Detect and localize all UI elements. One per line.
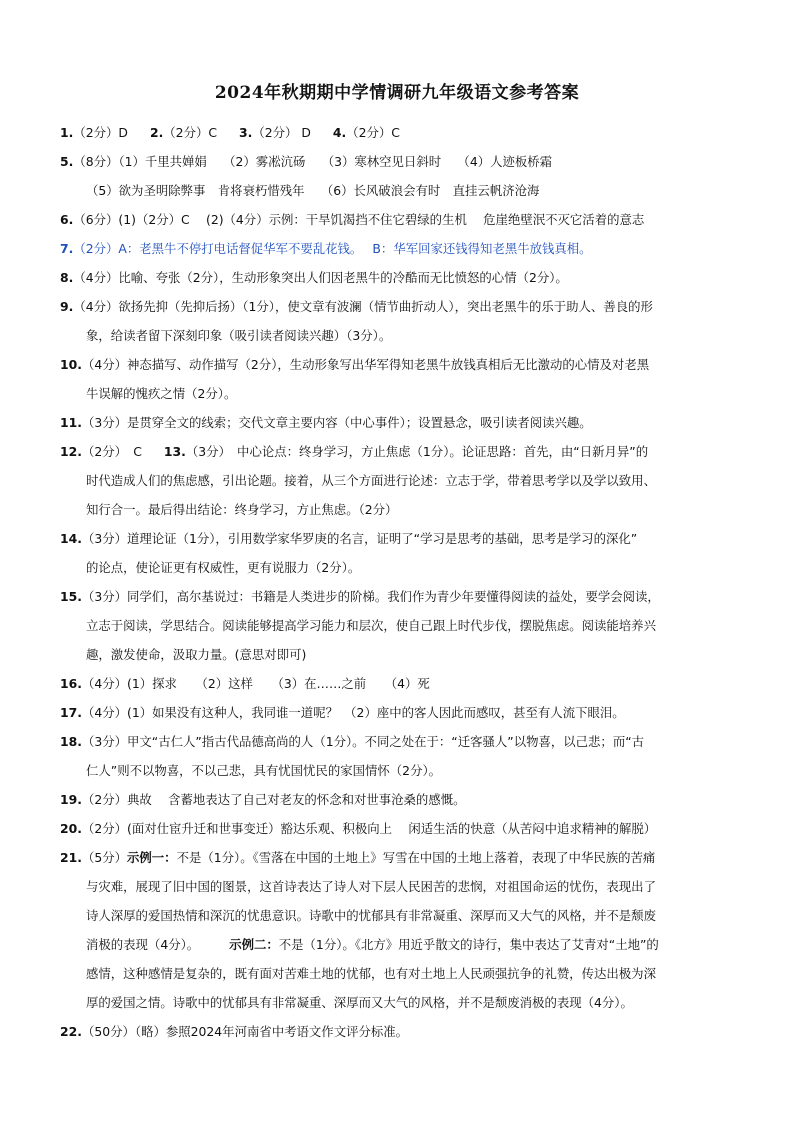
answer-text: 不是（1分）。《北方》用近乎散文的诗行，集中表达了艾青对“土地”的 — [278, 937, 659, 952]
example-label: 示例一： — [127, 850, 177, 865]
answer-line — [60, 524, 740, 553]
question-number: 2. — [149, 125, 164, 140]
question-number: 4. — [332, 125, 347, 140]
answer-text: 消极的表现（4分）。 — [86, 937, 200, 952]
answer-text: 立志于阅读，学思结合。阅读能够提高学习能力和层次，使自己跟上时代步伐，摆脱焦虑。阅读能培养兴 — [86, 618, 656, 633]
answer-line — [60, 582, 740, 611]
answer-continuation-line — [60, 495, 740, 524]
question-number: 3. — [239, 125, 253, 140]
answer-line — [60, 263, 740, 292]
answer-line — [60, 408, 740, 437]
answer-continuation-line — [60, 988, 740, 1017]
answer-text: （2分）D — [73, 125, 128, 140]
example-label: 示例二： — [229, 937, 279, 952]
answer-continuation-line — [60, 176, 740, 205]
answer-text: （3分）是贯穿全文的线索；交代文章主要内容（中心事件）；设置悬念，吸引读者阅读兴趣。 — [81, 415, 592, 430]
answer-line — [60, 698, 740, 727]
answer-text: 厚的爱国之情。诗歌中的忧郁具有非常凝重、深厚而又大气的风格，并不是颓废消极的表现（4分）。 — [86, 995, 633, 1010]
answer-continuation-line — [60, 321, 740, 350]
question-number: 8. — [60, 270, 74, 285]
answer-line — [60, 118, 740, 147]
answer-line — [60, 350, 740, 379]
answer-text: （4分）(1）如果没有这种人，我同谁一道呢？ （2）座中的客人因此而感叹，甚至有人流下眼泪。 — [81, 705, 625, 720]
answer-line — [60, 147, 740, 176]
answer-line — [60, 292, 740, 321]
answer-text: （5分） — [81, 850, 128, 865]
question-number: 5. — [60, 154, 74, 169]
question-number: 12. — [60, 444, 82, 459]
answer-text: （3分）道理论证（1分），引用数学家华罗庚的名言，证明了“学习是思考的基础，思考是学习的深化” — [81, 531, 638, 546]
answer-line — [60, 1017, 740, 1046]
answer-text: （4分）神态描写、动作描写（2分），生动形象写出华军得知老黑牛放钱真相后无比激动的心情及对老黑 — [81, 357, 650, 372]
answer-continuation-line — [60, 930, 740, 959]
answer-continuation-line — [60, 611, 740, 640]
answer-text: （5）欲为圣明除弊事 肯将衰朽惜残年 （6）长风破浪会有时 直挂云帆济沧海 — [86, 183, 540, 198]
answer-line — [60, 437, 740, 466]
answer-text: （2分）C — [163, 125, 218, 140]
answer-text: （2分）C — [346, 125, 400, 140]
answer-text: （3分） 中心论点：终身学习，方止焦虑（1分）。论证思路：首先，由“日新月异”的 — [185, 444, 649, 459]
answer-line — [60, 814, 740, 843]
answer-line — [60, 785, 740, 814]
question-number: 6. — [60, 212, 74, 227]
answer-text: （3分）同学们，高尔基说过：书籍是人类进步的阶梯。我们作为青少年要懂得阅读的益处，要学会阅读， — [81, 589, 660, 604]
answer-line — [60, 669, 740, 698]
answer-text: 趣，激发使命，汲取力量。(意思对即可) — [86, 647, 307, 662]
answer-text: 时代造成人们的焦虑感，引出论题。接着，从三个方面进行论述：立志于学，带着思考学以及学以致用、 — [86, 473, 656, 488]
answer-continuation-line — [60, 959, 740, 988]
question-number: 19. — [60, 792, 82, 807]
question-number: 18. — [60, 734, 82, 749]
answer-text: （4分）(1）探求 （2）这样 （3）在……之前 （4）死 — [81, 676, 430, 691]
answer-continuation-line — [60, 872, 740, 901]
answer-text: （50分）（略）参照2024年河南省中考语文作文评分标准。 — [81, 1024, 409, 1039]
question-number: 20. — [60, 821, 82, 836]
answer-text: 不是（1分）。《雪落在中国的土地上》写雪在中国的土地上落着，表现了中华民族的苦痛 — [176, 850, 656, 865]
question-number: 22. — [60, 1024, 82, 1039]
answer-text: 的论点，使论证更有权威性，更有说服力（2分）。 — [86, 560, 361, 575]
question-number: 17. — [60, 705, 82, 720]
question-number: 21. — [60, 850, 82, 865]
question-number: 7. — [60, 241, 74, 256]
answer-text: 感情，这种感情是复杂的，既有面对苦难土地的忧郁，也有对土地上人民顽强抗争的礼赞，传达出极为深 — [86, 966, 656, 981]
answer-text: （2分）(面对仕宦升迁和世事变迁）豁达乐观、积极向上 闲适生活的快意（从苦闷中追求精神的解脱） — [81, 821, 657, 836]
question-number: 16. — [60, 676, 82, 691]
question-number: 11. — [60, 415, 82, 430]
answer-text: （2分） D — [252, 125, 311, 140]
question-number: 9. — [60, 299, 74, 314]
answer-text: （6分）(1)（2分）C (2)（4分）示例：干旱饥渴挡不住它碧绿的生机 危崖绝壁泯不灭它活着的意志 — [73, 212, 645, 227]
answer-text: 象，给读者留下深刻印象（吸引读者阅读兴趣）（3分）。 — [86, 328, 392, 343]
question-number: 10. — [60, 357, 82, 372]
answer-text: （3分）甲文“古仁人”指古代品德高尚的人（1分）。不同之处在于：“迁客骚人”以物喜，以己悲；而“古 — [81, 734, 645, 749]
answer-list — [60, 118, 740, 1046]
question-number: 15. — [60, 589, 82, 604]
answer-text: （4分）比喻、夸张（2分），生动形象突出人们因老黑牛的冷酷而无比愤怒的心情（2分）。 — [73, 270, 568, 285]
answer-text: （2分）典故 含蓄地表达了自己对老友的怀念和对世事沧桑的感慨。 — [81, 792, 466, 807]
answer-text: （4分）欲扬先抑（先抑后扬）（1分），使文章有波澜（情节曲折动人），突出老黑牛的乐于助人、善良的形 — [73, 299, 653, 314]
question-number: 13. — [163, 444, 186, 459]
answer-text: 牛误解的愧疚之情（2分）。 — [86, 386, 237, 401]
answer-text: （2分）A：老黑牛不停打电话督促华军不要乱花钱。 B：华军回家还钱得知老黑牛放钱真相。 — [73, 241, 592, 256]
answer-continuation-line — [60, 379, 740, 408]
answer-continuation-line — [60, 466, 740, 495]
answer-text: （2分） C — [81, 444, 142, 459]
answer-line — [60, 205, 740, 234]
answer-continuation-line — [60, 640, 740, 669]
answer-line — [60, 727, 740, 756]
answer-line — [60, 843, 740, 872]
answer-continuation-line — [60, 756, 740, 785]
question-number: 14. — [60, 531, 82, 546]
answer-line — [60, 234, 740, 263]
document-title: 2024年秋期期中学情调研九年级语文参考答案 — [214, 83, 580, 103]
answer-text: 与灾难，展现了旧中国的图景，这首诗表达了诗人对下层人民困苦的悲悯，对祖国命运的忧伤，表现出了 — [86, 879, 656, 894]
answer-continuation-line — [60, 553, 740, 582]
answer-text: （8分）（1）千里共婵娟 （2）雾凇沆砀 （3）寒林空见日斜时 （4）人迹板桥霜 — [73, 154, 553, 169]
answer-text: 知行合一。最后得出结论：终身学习，方止焦虑。（2分） — [86, 502, 398, 517]
answer-continuation-line — [60, 901, 740, 930]
answer-text: 仁人”则不以物喜，不以己悲，具有忧国忧民的家国情怀（2分）。 — [86, 763, 442, 778]
answer-text: 诗人深厚的爱国热情和深沉的忧患意识。诗歌中的忧郁具有非常凝重、深厚而又大气的风格，并不是颓废 — [86, 908, 656, 923]
question-number: 1. — [60, 125, 74, 140]
